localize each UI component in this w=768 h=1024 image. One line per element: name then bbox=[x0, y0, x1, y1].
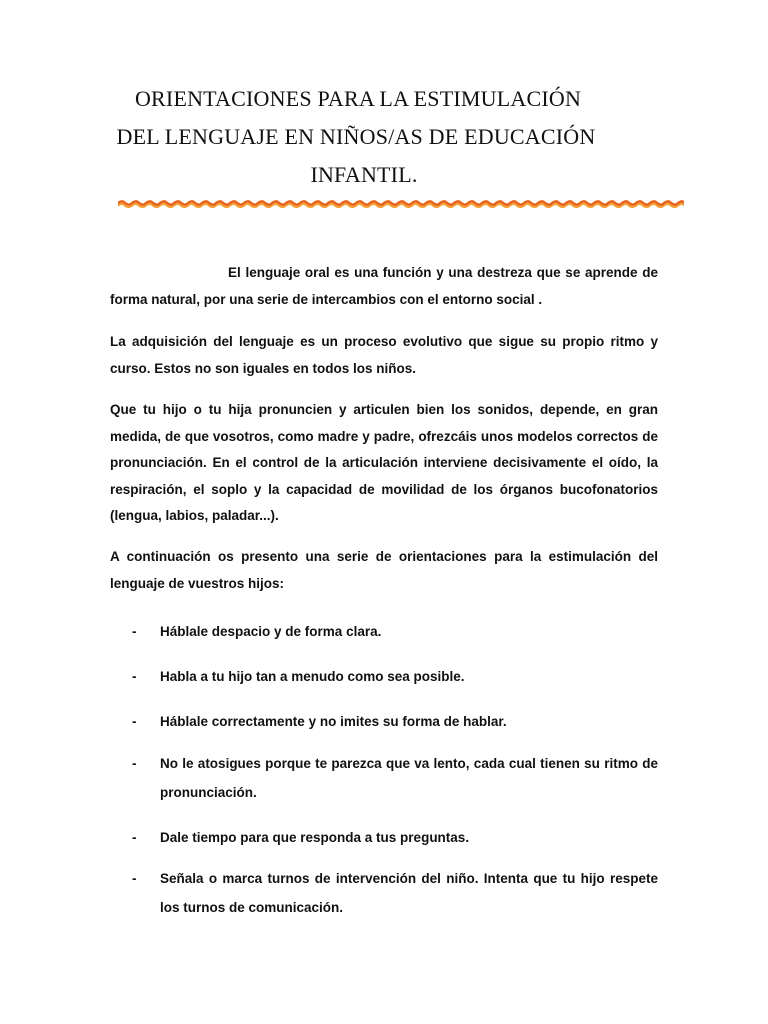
decorative-wave-divider bbox=[118, 196, 684, 212]
bullet-dash: - bbox=[132, 756, 137, 771]
paragraph-acquisition: La adquisición del lenguaje es un proceso evolutivo que sigue su propio ritmo y curso. Estos no son iguales en todos los niños. bbox=[110, 334, 658, 376]
bullet-dash: - bbox=[132, 871, 137, 886]
bullet-dash: - bbox=[132, 624, 137, 639]
title-line-2: DEL LENGUAJE EN NIÑOS/AS DE EDUCACIÓN bbox=[116, 124, 596, 149]
list-item-text: No le atosigues porque te parezca que va lento, cada cual tienen su ritmo de pronunciación. bbox=[160, 756, 658, 800]
bullet-dash: - bbox=[132, 714, 137, 729]
list-item-text: Señala o marca turnos de intervención del niño. Intenta que tu hijo respete los turnos de comunicación. bbox=[160, 871, 658, 915]
title-line-3: INFANTIL. bbox=[310, 162, 418, 187]
list-item bbox=[110, 823, 658, 852]
bullet-dash: - bbox=[132, 669, 137, 684]
paragraph-pronunciation: Que tu hijo o tu hija pronuncien y articulen bien los sonidos, depende, en gran medida, de que vosotros, como madre y padre, ofrezcáis unos modelos correctos de pronunciación. En el control de la articulación interviene decisivamente el oído, la respiración, el soplo y la capacidad de movilidad de los órganos bucofonatorios (lengua, labios, paladar...). bbox=[110, 402, 658, 523]
bullet-dash: - bbox=[132, 830, 137, 845]
paragraph-intro: El lenguaje oral es una función y una destreza que se aprende de forma natural, por una serie de intercambios con el entorno social . bbox=[110, 265, 658, 307]
paragraph-orientations-intro: A continuación os presento una serie de orientaciones para la estimulación del lenguaje de vuestros hijos: bbox=[110, 549, 658, 591]
list-item-text: Dale tiempo para que responda a tus preguntas. bbox=[160, 830, 470, 845]
list-item bbox=[110, 662, 658, 691]
list-item-text: Háblale correctamente y no imites su forma de hablar. bbox=[160, 714, 507, 729]
list-item bbox=[110, 617, 658, 646]
list-item bbox=[110, 864, 658, 922]
title-line-1: ORIENTACIONES PARA LA ESTIMULACIÓN bbox=[134, 86, 582, 111]
list-item-text: Háblale despacio y de forma clara. bbox=[160, 624, 382, 639]
list-item bbox=[110, 707, 658, 736]
list-item bbox=[110, 749, 658, 807]
list-item-text: Habla a tu hijo tan a menudo como sea posible. bbox=[160, 669, 465, 684]
